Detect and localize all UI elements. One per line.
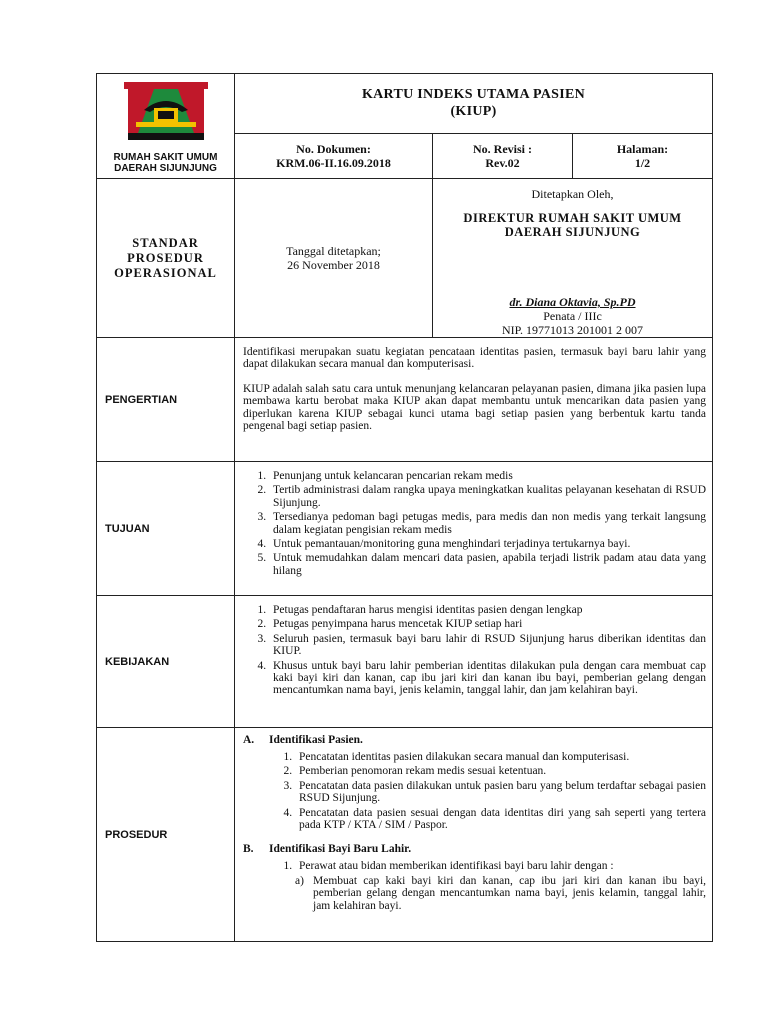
- signer-name: dr. Diana Oktavia, Sp.PD: [509, 295, 636, 309]
- list-item: 1. Pencatatan identitas pasien dilakukan secara manual dan komputerisasi.: [295, 751, 706, 763]
- revision-label: No. Revisi :: [473, 141, 532, 156]
- page-number-cell: [573, 133, 713, 178]
- document-title: [235, 74, 713, 134]
- sop-label-line3: OPERASIONAL: [114, 265, 217, 280]
- procedure-heading-b: [243, 843, 706, 856]
- set-date-value: 26 November 2018: [287, 258, 380, 272]
- title-line1: KARTU INDEKS UTAMA PASIEN: [361, 87, 586, 103]
- section-label-kebijakan: KEBIJAKAN: [97, 596, 235, 728]
- procedure-sub-item: [295, 875, 706, 912]
- signer-rank: Penata / IIIc: [543, 309, 602, 323]
- section-label-prosedur: PROSEDUR: [97, 728, 235, 942]
- section-content-kebijakan: [235, 596, 713, 728]
- heading-title: Identifikasi Pasien.: [269, 734, 363, 746]
- doc-number-cell: [235, 133, 433, 178]
- procedure-list-b: [243, 860, 706, 872]
- list-item: 2. Tertib administrasi dalam rangka upaya meningkatkan kualitas pelayanan kesehatan di RSUD Sijunjung.: [269, 484, 706, 509]
- sub-item-text: Membuat cap kaki bayi kiri dan kanan, cap ibu jari kiri dan kanan ibu bayi, pemberian gelang dengan mencantumkan nama bayi, jenis kelamin, tanggal lahir, jam kelahiran bayi.: [313, 874, 707, 912]
- list-item: 2. Pemberian penomoran rekam medis sesuai ketentuan.: [295, 765, 706, 777]
- hospital-logo-cell: [97, 74, 235, 179]
- sop-table: [96, 73, 713, 942]
- heading-letter: B.: [243, 843, 254, 856]
- director-title: [433, 211, 712, 239]
- list-item: 5. Untuk memudahkan dalam mencari data pasien, apabila terjadi listrik padam atau data yang hilang: [269, 552, 706, 577]
- doc-number-value: KRM.06-II.16.09.2018: [276, 155, 391, 170]
- list-item: 3. Tersedianya pedoman bagi petugas medis, para medis dan non medis yang terkait langsung dalam kegiatan pengisian rekam medis: [269, 511, 706, 536]
- list-item: 1. Perawat atau bidan memberikan identifikasi bayi baru lahir dengan :: [295, 860, 706, 872]
- tujuan-list: [243, 470, 706, 577]
- sop-label-line1: STANDAR: [132, 235, 199, 250]
- section-label-tujuan: TUJUAN: [97, 462, 235, 596]
- heading-letter: A.: [243, 734, 255, 746]
- procedure-heading-a: [243, 734, 706, 747]
- page-number-value: 1/2: [634, 155, 651, 170]
- list-item: 1. Petugas pendaftaran harus mengisi identitas pasien dengan lengkap: [269, 604, 706, 616]
- list-item: 1. Penunjang untuk kelancaran pencarian rekam medis: [269, 470, 706, 482]
- sop-label-cell: [97, 179, 235, 338]
- revision-cell: [433, 133, 573, 178]
- set-date-label: Tanggal ditetapkan;: [286, 244, 381, 258]
- kebijakan-list: [243, 604, 706, 697]
- approval-cell: [433, 179, 713, 338]
- list-item: 4. Pencatatan data pasien sesuai dengan data identitas diri yang sah seperti yang tertera pada KTP / KTA / SIM / Paspor.: [295, 807, 706, 832]
- section-content-prosedur: [235, 728, 713, 942]
- list-item: 2. Petugas penyimpana harus mencetak KIUP setiap hari: [269, 618, 706, 630]
- list-item: 3. Seluruh pasien, termasuk bayi baru lahir di RSUD Sijunjung harus diberikan identitas dan KIUP.: [269, 633, 706, 658]
- section-label-pengertian: PENGERTIAN: [97, 338, 235, 462]
- procedure-list-a: [243, 751, 706, 831]
- hospital-name-line2: DAERAH SIJUNJUNG: [114, 163, 217, 174]
- sop-label-line2: PROSEDUR: [127, 250, 204, 265]
- pengertian-paragraph: Identifikasi merupakan suatu kegiatan pencataan identitas pasien, termasuk bayi baru lahir yang dapat dilakukan secara manual dan komputerisasi.: [243, 346, 707, 371]
- page-number-label: Halaman:: [616, 141, 669, 156]
- list-item: 3. Pencatatan data pasien dilakukan untuk pasien baru yang belum terdaftar sebagai pasien RSUD Sijunjung.: [295, 780, 706, 805]
- hospital-name: [97, 152, 234, 174]
- title-line2: (KIUP): [450, 104, 497, 120]
- revision-value: Rev.02: [485, 155, 520, 170]
- list-item: 4. Khusus untuk bayi baru lahir pemberian identitas dilakukan pula dengan cara membuat cap kaki bayi kiri dan kanan, cap ibu jari kiri dan kanan ibu bayi, pemberian gelang dengan mencantumkan nama bayi, jenis kelamin, tanggal lahir, dan jam kelahiran bayi.: [269, 660, 706, 697]
- director-title-line2: DAERAH SIJUNJUNG: [504, 225, 641, 239]
- section-content-pengertian: [235, 338, 713, 462]
- list-item: 4. Untuk pemantauan/monitoring guna menghindari terjadinya tertukarnya bayi.: [269, 538, 706, 550]
- set-date-cell: [235, 179, 433, 338]
- director-title-line1: DIREKTUR RUMAH SAKIT UMUM: [463, 211, 682, 225]
- sub-item-label: a): [295, 874, 304, 887]
- heading-title: Identifikasi Bayi Baru Lahir.: [269, 843, 412, 856]
- pengertian-paragraph: KIUP adalah salah satu cara untuk menunjang kelancaran pelayanan pasien, dimana jika pasien lupa membawa kartu berobat maka KIUP akan dapat membantu untuk mencarikan data pasien yang diperlukan karena KIUP sebagai kunci utama bagi setiap pasien yang berbentuk kartu tanda pengenal bagi setiap pasien.: [243, 382, 707, 433]
- doc-number-label: No. Dokumen:: [296, 141, 371, 156]
- set-by-label: Ditetapkan Oleh,: [531, 187, 614, 201]
- section-content-tujuan: [235, 462, 713, 596]
- signer-nip: NIP. 19771013 201001 2 007: [502, 323, 644, 337]
- hospital-name-line1: RUMAH SAKIT UMUM: [113, 152, 218, 163]
- hospital-logo-icon: [124, 82, 208, 140]
